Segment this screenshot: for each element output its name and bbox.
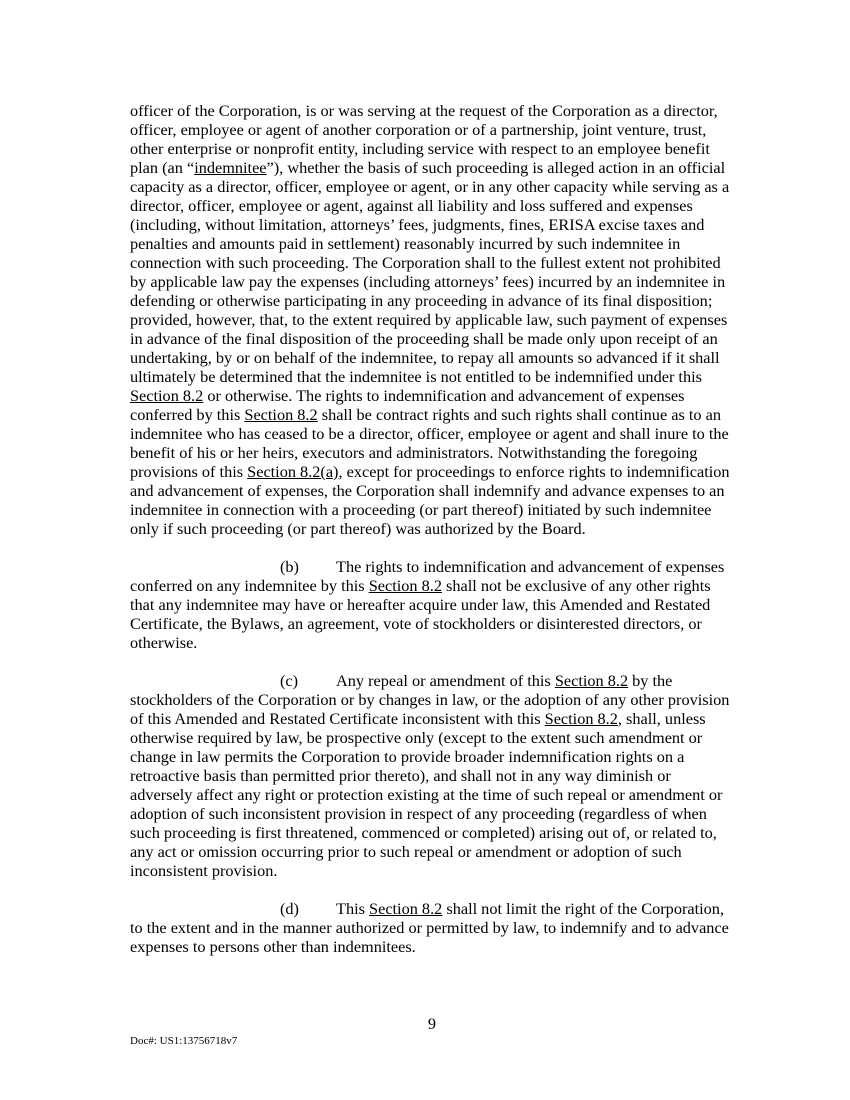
underlined-reference: Section 8.2 — [244, 405, 318, 424]
underlined-reference: Section 8.2 — [544, 709, 618, 728]
underlined-reference: Section 8.2 — [554, 671, 629, 690]
paragraph-a-continuation: officer of the Corporation, is or was serving at the request of the Corporation as a director, officer, employee or agent of another corporation or of a partnership, joint venture, trust, other enterprise or nonprofit entity, including service with respect to an employee benefit plan (an “indemnitee”), whether the basis of such proceeding is alleged action in an official capacity as a director, officer, employee or agent, or in any other capacity while serving as a director, officer, employee or agent, against all liability and loss suffered and expenses (including, without limitation, attorneys’ fees, judgments, fines, ERISA excise taxes and penalties and amounts paid in settlement) reasonably incurred by such indemnitee in connection with such proceeding. The Corporation shall to the fullest extent not prohibited by applicable law pay the expenses (including attorneys’ fees) incurred by an indemnitee in defending or otherwise participating in any proceeding in advance of its final disposition; provided, however, that, to the extent required by applicable law, such payment of expenses in advance of the final disposition of the proceeding shall be made only upon receipt of an undertaking, by or on behalf of the indemnitee, to repay all amounts so advanced if it shall ultimately be determined that the indemnitee is not entitled to be indemnified under this Section 8.2 or otherwise. The rights to indemnification and advancement of expenses conferred by this Section 8.2 shall be contract rights and such rights shall continue as to an indemnitee who has ceased to be a director, officer, employee or agent and shall inure to the benefit of his or her heirs, executors and administrators. Notwithstanding the foregoing provisions of this Section 8.2(a), except for proceedings to enforce rights to indemnification and advancement of expenses, the Corporation shall indemnify and advance expenses to an indemnitee in connection with a proceeding (or part thereof) initiated by such indemnitee only if such proceeding (or part thereof) was authorized by the Board. — [130, 101, 730, 538]
paragraph-d-label: (d) — [280, 899, 299, 918]
paragraph-b — [130, 557, 734, 652]
paragraph-d — [130, 899, 734, 956]
paragraph-b-label: (b) — [280, 557, 299, 576]
document-body — [130, 101, 734, 975]
paragraph-c — [130, 671, 734, 880]
paragraph-d-text: This Section 8.2 shall not limit the right of the Corporation, to the extent and in the manner authorized or permitted by law, to indemnify and to advance expenses to persons other than indemnitees. — [130, 899, 729, 956]
footer-doc-id: Doc#: US1:13756718v7 — [130, 1035, 238, 1047]
underlined-reference: Section 8.2 — [368, 576, 442, 595]
paragraph-c-label: (c) — [280, 671, 299, 690]
paragraph-c-text: Any repeal or amendment of this Section 8.2 by the stockholders of the Corporation or by changes in law, or the adoption of any other provision of this Amended and Restated Certificate inconsistent with this Section 8.2, shall, unless otherwise required by law, be prospective only (except to the extent such amendment or change in law permits the Corporation to provide broader indemnification rights on a retroactive basis than permitted prior thereto), and shall not in any way diminish or adversely affect any right or protection existing at the time of such repeal or amendment or adoption of such inconsistent provision in respect of any proceeding (regardless of when such proceeding is first threatened, commenced or completed) arising out of, or related to, any act or omission occurring prior to such repeal or amendment or adoption of such inconsistent provision. — [130, 671, 730, 880]
underlined-reference: Section 8.2 — [130, 386, 204, 405]
paragraph-b-text: The rights to indemnification and advancement of expenses conferred on any indemnitee by this Section 8.2 shall not be exclusive of any other rights that any indemnitee may have or hereafter acquire under law, this Amended and Restated Certificate, the Bylaws, an agreement, vote of stockholders or disinterested directors, or otherwise. — [130, 557, 725, 652]
underlined-reference: Section 8.2(a) — [247, 462, 339, 481]
underlined-reference: Section 8.2 — [369, 899, 443, 918]
underlined-reference: indemnitee — [194, 158, 267, 177]
page-number: 9 — [427, 1014, 437, 1033]
